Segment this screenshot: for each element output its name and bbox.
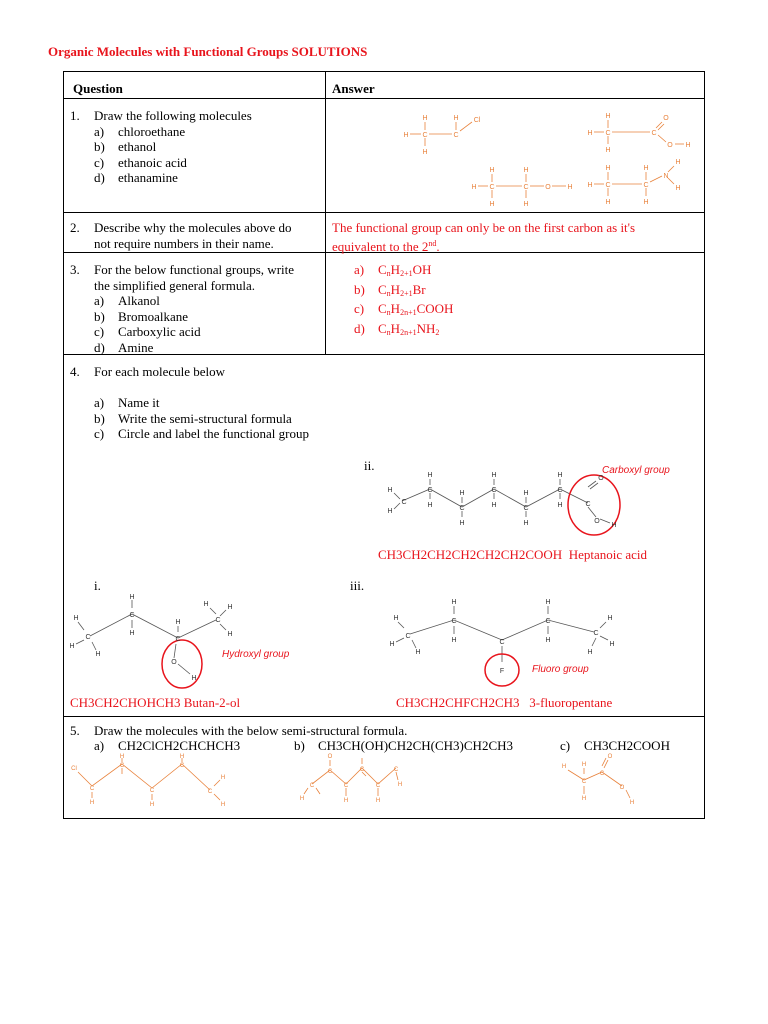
atom-label: H — [227, 631, 233, 638]
row-rule-1 — [64, 212, 704, 213]
atom-label: H — [129, 630, 135, 637]
molecule-iii-answer — [396, 695, 612, 711]
q1-item-text: chloroethane — [118, 123, 186, 139]
atom-label: C — [605, 130, 611, 137]
atom-label: O — [171, 659, 177, 666]
atom-label: C — [175, 636, 181, 643]
fluoro-group-label: Fluoro group — [532, 664, 589, 675]
q5-item-b — [294, 738, 513, 754]
q1-item-letter: b) — [94, 139, 105, 154]
q5-structures — [64, 754, 704, 818]
molecule-i-answer — [70, 695, 240, 711]
molecule-ii-name: Heptanoic acid — [568, 547, 648, 562]
atom-label: H — [375, 798, 381, 804]
atom-label: C — [179, 763, 185, 769]
atom-label: H — [422, 115, 428, 122]
q3-answer-formula: H — [390, 301, 401, 316]
worksheet-table — [63, 71, 705, 819]
q5-item-letter: c) — [560, 738, 571, 753]
question-4 — [70, 364, 309, 442]
atom-label: C — [129, 612, 135, 619]
q4-item-letter: a) — [94, 395, 105, 410]
q2-answer-line: The functional group can only be on the first carbon as it's — [332, 220, 636, 235]
q5-item-text: CH3CH(OH)CH2CH(CH3)CH2CH3 — [318, 738, 514, 753]
atom-label: H — [403, 132, 409, 139]
atom-label: Cl — [473, 117, 481, 124]
atom-label: H — [611, 522, 617, 529]
atom-label: H — [523, 201, 529, 208]
q1-item-text: ethanamine — [118, 170, 178, 185]
q4-item-text: Name it — [118, 395, 160, 410]
atom-label: H — [387, 487, 393, 494]
q3-answer-letter: b) — [354, 281, 365, 297]
atom-label: H — [605, 165, 611, 172]
q2-text-line: Describe why the molecules above do — [94, 220, 292, 235]
answer-header: Answer — [332, 81, 375, 96]
atom-label: C — [581, 779, 587, 785]
atom-label: H — [397, 782, 403, 788]
atom-label: C — [459, 505, 465, 512]
question-1 — [70, 108, 252, 186]
q3-answer-sub: n — [386, 269, 391, 278]
atom-label: H — [427, 502, 433, 509]
q4-text: For each molecule below — [94, 364, 226, 379]
document-title: Organic Molecules with Functional Groups SOLUTIONS — [48, 44, 368, 59]
atom-label: H — [587, 182, 593, 189]
atom-label: C — [207, 789, 213, 795]
atom-label: H — [149, 802, 155, 808]
atom-label: C — [149, 788, 155, 794]
atom-label: C — [491, 487, 497, 494]
q3-answer-letter: c) — [354, 301, 365, 316]
atom-label: H — [459, 490, 465, 497]
q3-answer-sub: 2+1 — [400, 288, 413, 298]
atom-label: H — [561, 764, 567, 770]
q3-item-text: Bromoalkane — [118, 308, 189, 324]
q1-item-letter: c) — [94, 154, 105, 170]
atom-label: H — [459, 520, 465, 527]
atom-label: H — [523, 520, 529, 527]
q3-item-letter: b) — [94, 308, 105, 324]
question-2 — [70, 220, 291, 251]
q1-structures — [394, 102, 694, 212]
q4-item-text: Circle and label the functional group — [118, 426, 309, 441]
carboxyl-group-label: Carboxyl group — [602, 465, 670, 476]
atom-label: H — [489, 167, 495, 174]
molecule-i-name: Butan-2-ol — [183, 695, 241, 710]
atom-label: O — [619, 785, 625, 791]
question-3 — [70, 262, 294, 355]
atom-label: H — [567, 184, 573, 191]
q3-item-letter: d) — [94, 339, 105, 355]
q2-text-line: not require numbers in their name. — [94, 235, 274, 251]
q4-item-text: Write the semi-structural formula — [118, 410, 292, 426]
atom-label: H — [343, 798, 349, 804]
atom-label: H — [203, 601, 209, 608]
row-rule-4 — [64, 716, 704, 717]
q2-number: 2. — [70, 220, 80, 235]
atom-label: N — [663, 173, 669, 180]
atom-label: C — [605, 182, 611, 189]
atom-label: C — [651, 130, 657, 137]
atom-label: H — [422, 149, 428, 156]
atom-label: H — [643, 199, 649, 206]
q3-answer-formula: H — [390, 262, 401, 277]
q3-item-letter: c) — [94, 324, 105, 339]
q3-text-line: For the below functional groups, write — [94, 262, 295, 277]
q3-answer-formula: COOH — [416, 301, 454, 316]
atom-label: C — [489, 184, 495, 191]
atom-label: H — [581, 796, 587, 802]
atom-label: H — [545, 637, 551, 644]
atom-label: C — [359, 767, 365, 773]
atom-label: H — [451, 637, 457, 644]
atom-label: O — [327, 754, 333, 760]
q4-item-letter: c) — [94, 426, 105, 441]
atom-label: H — [227, 604, 233, 611]
q3-answer-sub: n — [386, 288, 391, 298]
atom-label: C — [451, 618, 457, 625]
atom-label: H — [605, 199, 611, 206]
question-5 — [70, 723, 407, 739]
molecule-i-structure — [66, 592, 306, 692]
atom-label: C — [427, 487, 433, 494]
atom-label: C — [643, 182, 649, 189]
atom-label: H — [129, 594, 135, 601]
atom-label: H — [607, 615, 613, 622]
atom-label: C — [327, 769, 333, 775]
q3-item-text: Amine — [118, 339, 154, 355]
atom-label: Cl — [71, 766, 77, 772]
q5-number: 5. — [70, 723, 80, 738]
atom-label: H — [119, 754, 125, 760]
q1-number: 1. — [70, 108, 80, 123]
atom-label: H — [523, 490, 529, 497]
atom-label: H — [69, 643, 75, 650]
atom-label: H — [387, 508, 393, 515]
q5-item-text: CH2ClCH2CHCHCH3 — [118, 738, 241, 753]
q5-item-c — [560, 738, 670, 754]
atom-label: H — [415, 649, 421, 656]
atom-label: C — [523, 505, 529, 512]
atom-label: H — [629, 800, 635, 806]
molecule-iii-label: iii. — [350, 578, 365, 593]
atom-label: H — [95, 651, 101, 658]
atom-label: H — [451, 599, 457, 606]
molecule-ii-answer — [378, 547, 647, 563]
q1-item-letter: a) — [94, 123, 105, 139]
q4-item-letter: b) — [94, 410, 105, 426]
atom-label: H — [491, 472, 497, 479]
q3-answer-sub: 2 — [435, 327, 440, 337]
atom-label: H — [557, 472, 563, 479]
atom-label: C — [453, 132, 459, 139]
atom-label: C — [85, 634, 91, 641]
atom-label: F — [499, 668, 505, 675]
q3-item-text: Alkanol — [118, 293, 160, 308]
molecule-iii-structure — [384, 594, 624, 694]
q5-item-text: CH3CH2COOH — [584, 738, 670, 753]
atom-label: C — [375, 783, 381, 789]
atom-label: O — [663, 115, 669, 122]
atom-label: C — [309, 783, 315, 789]
atom-label: C — [593, 630, 599, 637]
q2-answer-end: . — [436, 238, 440, 254]
atom-label: H — [453, 115, 459, 122]
atom-label: C — [523, 184, 529, 191]
q3-answer-formula: OH — [412, 262, 432, 277]
q3-text-line: the simplified general formula. — [94, 277, 256, 293]
q5-text: Draw the molecules with the below semi-structural formula. — [94, 723, 408, 738]
atom-label: H — [587, 130, 593, 137]
atom-label: O — [607, 754, 613, 760]
atom-label: H — [581, 762, 587, 768]
atom-label: C — [405, 633, 411, 640]
atom-label: H — [609, 641, 615, 648]
molecule-iii-formula: CH3CH2CHFCH2CH3 — [396, 695, 520, 710]
atom-label: H — [220, 775, 226, 781]
atom-label: H — [471, 184, 477, 191]
molecule-iii-name: 3-fluoropentane — [529, 695, 613, 710]
q5-item-letter: b) — [294, 738, 305, 753]
atom-label: O — [545, 184, 551, 191]
q3-item-letter: a) — [94, 293, 105, 308]
atom-label: O — [594, 518, 600, 525]
q3-answers — [354, 262, 453, 340]
atom-label: O — [598, 475, 604, 482]
q3-answer-formula: H — [390, 320, 401, 336]
atom-label: H — [605, 113, 611, 120]
atom-label: C — [545, 618, 551, 625]
atom-label: H — [523, 167, 529, 174]
q2-answer-sup: nd — [428, 238, 437, 248]
atom-label: H — [675, 185, 681, 192]
q5-item-a — [94, 738, 240, 754]
atom-label: H — [89, 800, 95, 806]
atom-label: H — [489, 201, 495, 208]
atom-label: H — [685, 142, 691, 149]
atom-label: H — [179, 754, 185, 760]
atom-label: C — [422, 132, 428, 139]
atom-label: C — [215, 617, 221, 624]
atom-label: H — [557, 502, 563, 509]
atom-label: C — [585, 501, 591, 508]
atom-label: C — [499, 639, 505, 646]
header-rule — [64, 98, 704, 99]
atom-label: O — [667, 142, 673, 149]
q3-answer-sub: 2n+1 — [400, 327, 417, 337]
q5-item-letter: a) — [94, 738, 105, 753]
atom-label: H — [643, 165, 649, 172]
atom-label: C — [557, 487, 563, 494]
atom-label: C — [599, 771, 605, 777]
molecule-ii-structure — [384, 467, 634, 537]
q3-answer-sub: n — [386, 327, 391, 337]
question-header: Question — [73, 81, 123, 96]
atom-label: H — [191, 675, 197, 682]
atom-label: C — [89, 786, 95, 792]
atom-label: H — [675, 159, 681, 166]
molecule-i-formula: CH3CH2CHOHCH3 — [70, 695, 181, 710]
atom-label: H — [545, 599, 551, 606]
q2-answer-line: equivalent to the 2 — [332, 238, 429, 254]
atom-label: H — [605, 147, 611, 154]
column-rule — [325, 72, 326, 354]
atom-label: H — [73, 615, 79, 622]
q1-text: Draw the following molecules — [94, 108, 252, 123]
atom-label: H — [299, 796, 305, 802]
q3-answer-sub: n — [386, 308, 391, 317]
q1-item-text: ethanoic acid — [118, 154, 187, 170]
q3-answer-formula: C — [378, 262, 387, 277]
atom-label: H — [587, 649, 593, 656]
atom-label: H — [175, 619, 181, 626]
q3-item-text: Carboxylic acid — [118, 324, 201, 339]
molecule-ii-formula: CH3CH2CH2CH2CH2CH2COOH — [378, 547, 563, 562]
atom-label: H — [491, 502, 497, 509]
q3-answer-formula: C — [378, 320, 387, 336]
atom-label: H — [427, 472, 433, 479]
q3-answer-sub: 2+1 — [400, 269, 413, 278]
q1-item-letter: d) — [94, 170, 105, 185]
atom-label: H — [389, 641, 395, 648]
hydroxyl-group-label: Hydroxyl group — [222, 649, 290, 660]
q3-answer-formula: C — [378, 301, 387, 316]
q3-answer-formula: C — [378, 281, 387, 297]
q3-answer-formula: Br — [412, 281, 426, 297]
q2-answer — [332, 220, 635, 254]
q3-answer-letter: d) — [354, 320, 365, 336]
atom-label: H — [393, 615, 399, 622]
q3-answer-letter: a) — [354, 262, 365, 277]
q3-answer-formula: H — [390, 281, 401, 297]
q3-answer-formula: NH — [416, 320, 436, 336]
q3-answer-sub: 2n+1 — [400, 308, 417, 317]
q1-item-text: ethanol — [118, 139, 157, 154]
q3-number: 3. — [70, 262, 80, 277]
molecule-ii-label: ii. — [364, 458, 375, 473]
q4-number: 4. — [70, 364, 80, 379]
atom-label: C — [401, 499, 407, 506]
atom-label: C — [119, 763, 125, 769]
atom-label: C — [343, 783, 349, 789]
atom-label: C — [393, 767, 399, 773]
atom-label: H — [220, 802, 226, 808]
molecule-i-label: i. — [94, 578, 101, 593]
